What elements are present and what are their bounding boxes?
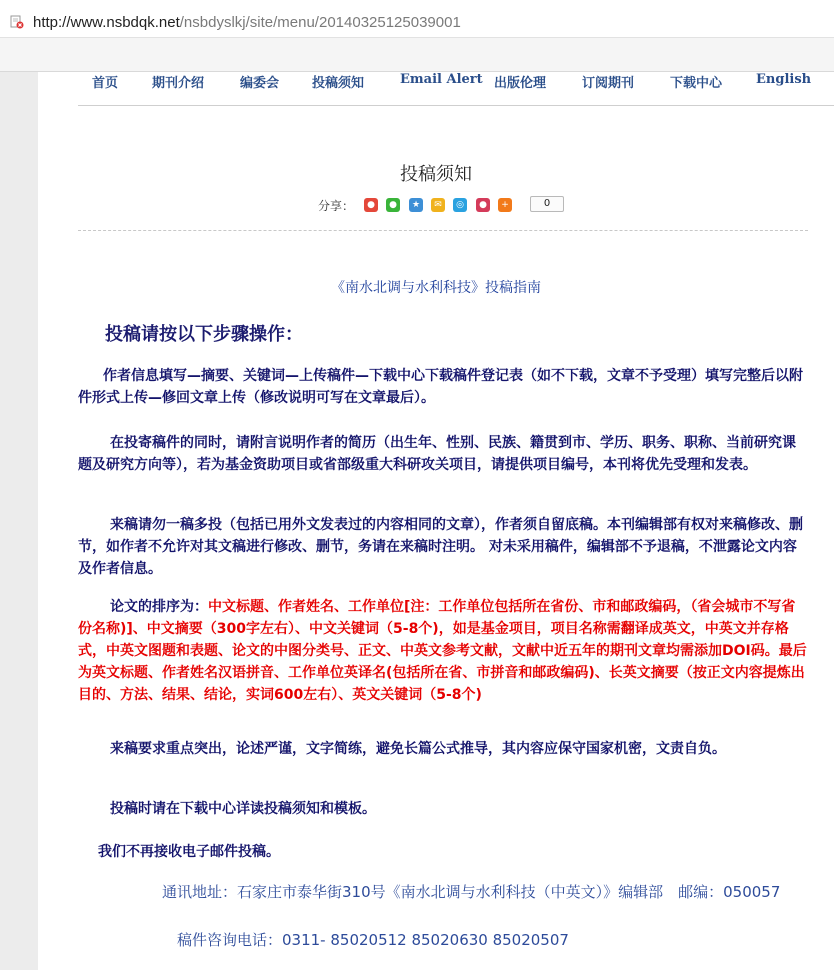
address-bar[interactable] [0,0,834,38]
page-title: 投稿须知 [400,164,472,185]
qq-icon[interactable]: ◎ [453,198,467,212]
nav-subscribe[interactable]: 订阅期刊 [582,76,635,91]
url-host: http://www.nsbdqk.net [33,14,180,31]
more-icon[interactable]: + [498,198,512,212]
submission-guide-link[interactable]: 《南水北调与水利科技》投稿指南 [331,280,541,296]
steps-heading: 投稿请按以下步骤操作： [105,324,303,345]
paragraph-templates: 投稿时请在下载中心详读投稿须知和模板。 [110,801,376,817]
paper-order-lead: 论文的排序为： [110,599,208,615]
nav-journal-intro[interactable]: 期刊介绍 [152,76,205,91]
paper-order-details: 中文标题、作者姓名、工作单位[注：工作单位包括所在省份、市和邮政编码，（省会城市不写省份名称)]、中文摘要（300字左右）、中文关键词（5-8个)，如是基金项目，项目名称需翻译成英文，中英文并存格式，中英文图题和表题、论文的中图分类号、正文、中英文参考文献，文献中近五年的期刊文章均需添加DOI码。最后为英文标题、作者姓名汉语拼音、工作单位英译名(包括所在省、市拼音和邮政编码)、长英文摘要（按正文内容提炼出目的、方法、结果、结论，实词600左右）、英文关键词（5-8个) [78,599,807,703]
main-nav [78,72,834,106]
url-path: /nsbdyslkj/site/menu/20140325125039001 [179,14,461,31]
paragraph-author-bio: 在投寄稿件的同时，请附言说明作者的简历（出生年、性别、民族、籍贯到市、学历、职务、职称、当前研究课题及研究方向等），若为基金资助项目或省部级重大科研攻关项目，请提供项目编号，本刊将优先受理和发表。 [78,435,796,473]
nav-email-alert[interactable]: Email Alert [400,72,483,87]
renren-icon[interactable]: ● [476,198,490,212]
url-text[interactable] [33,14,461,31]
nav-home[interactable]: 首页 [92,76,119,91]
nav-editorial-board[interactable]: 编委会 [240,76,280,91]
nav-publication-ethics[interactable]: 出版伦理 [494,76,547,91]
contact-phone: 稿件咨询电话：0311- 85020512 85020630 85020507 [177,931,569,949]
paragraph-steps: 作者信息填写—摘要、关键词—上传稿件—下载中心下载稿件登记表（如不下载，文章不予受理）填写完整后以附件形式上传—修回文章上传（修改说明可写在文章最后）。 [78,368,803,406]
title-divider [78,230,808,231]
qzone-icon[interactable]: ★ [409,198,423,212]
paragraph-no-email: 我们不再接收电子邮件投稿。 [98,844,280,860]
wechat-icon[interactable]: ● [386,198,400,212]
paragraph-requirements: 来稿要求重点突出，论述严谨，文字简练，避免长篇公式推导，其内容应保守国家机密，文责自负。 [110,741,726,757]
share-count: 0 [530,196,564,212]
nav-english[interactable]: English [756,72,812,87]
email-icon[interactable]: ✉ [431,198,445,212]
nav-download-center[interactable]: 下载中心 [670,76,723,91]
share-label: 分享： [318,199,355,213]
contact-address: 通讯地址：石家庄市泰华街310号《南水北调与水利科技（中英文）》编辑部 邮编：050057 [162,883,781,901]
paragraph-duplicate-submission: 来稿请勿一稿多投（包括已用外文发表过的内容相同的文章），作者须自留底稿。本刊编辑部有权对来稿修改、删节，如作者不允许对其文稿进行修改、删节，务请在来稿时注明。 对未采用稿件，编辑部不予退稿，不泄露论文内容及作者信息。 [78,517,803,577]
page-content [38,72,834,970]
browser-toolbar [0,38,834,72]
weibo-icon[interactable]: ● [364,198,378,212]
paragraph-paper-order [78,596,808,706]
page-error-icon [10,15,24,29]
nav-submission-guide[interactable]: 投稿须知 [312,76,365,91]
